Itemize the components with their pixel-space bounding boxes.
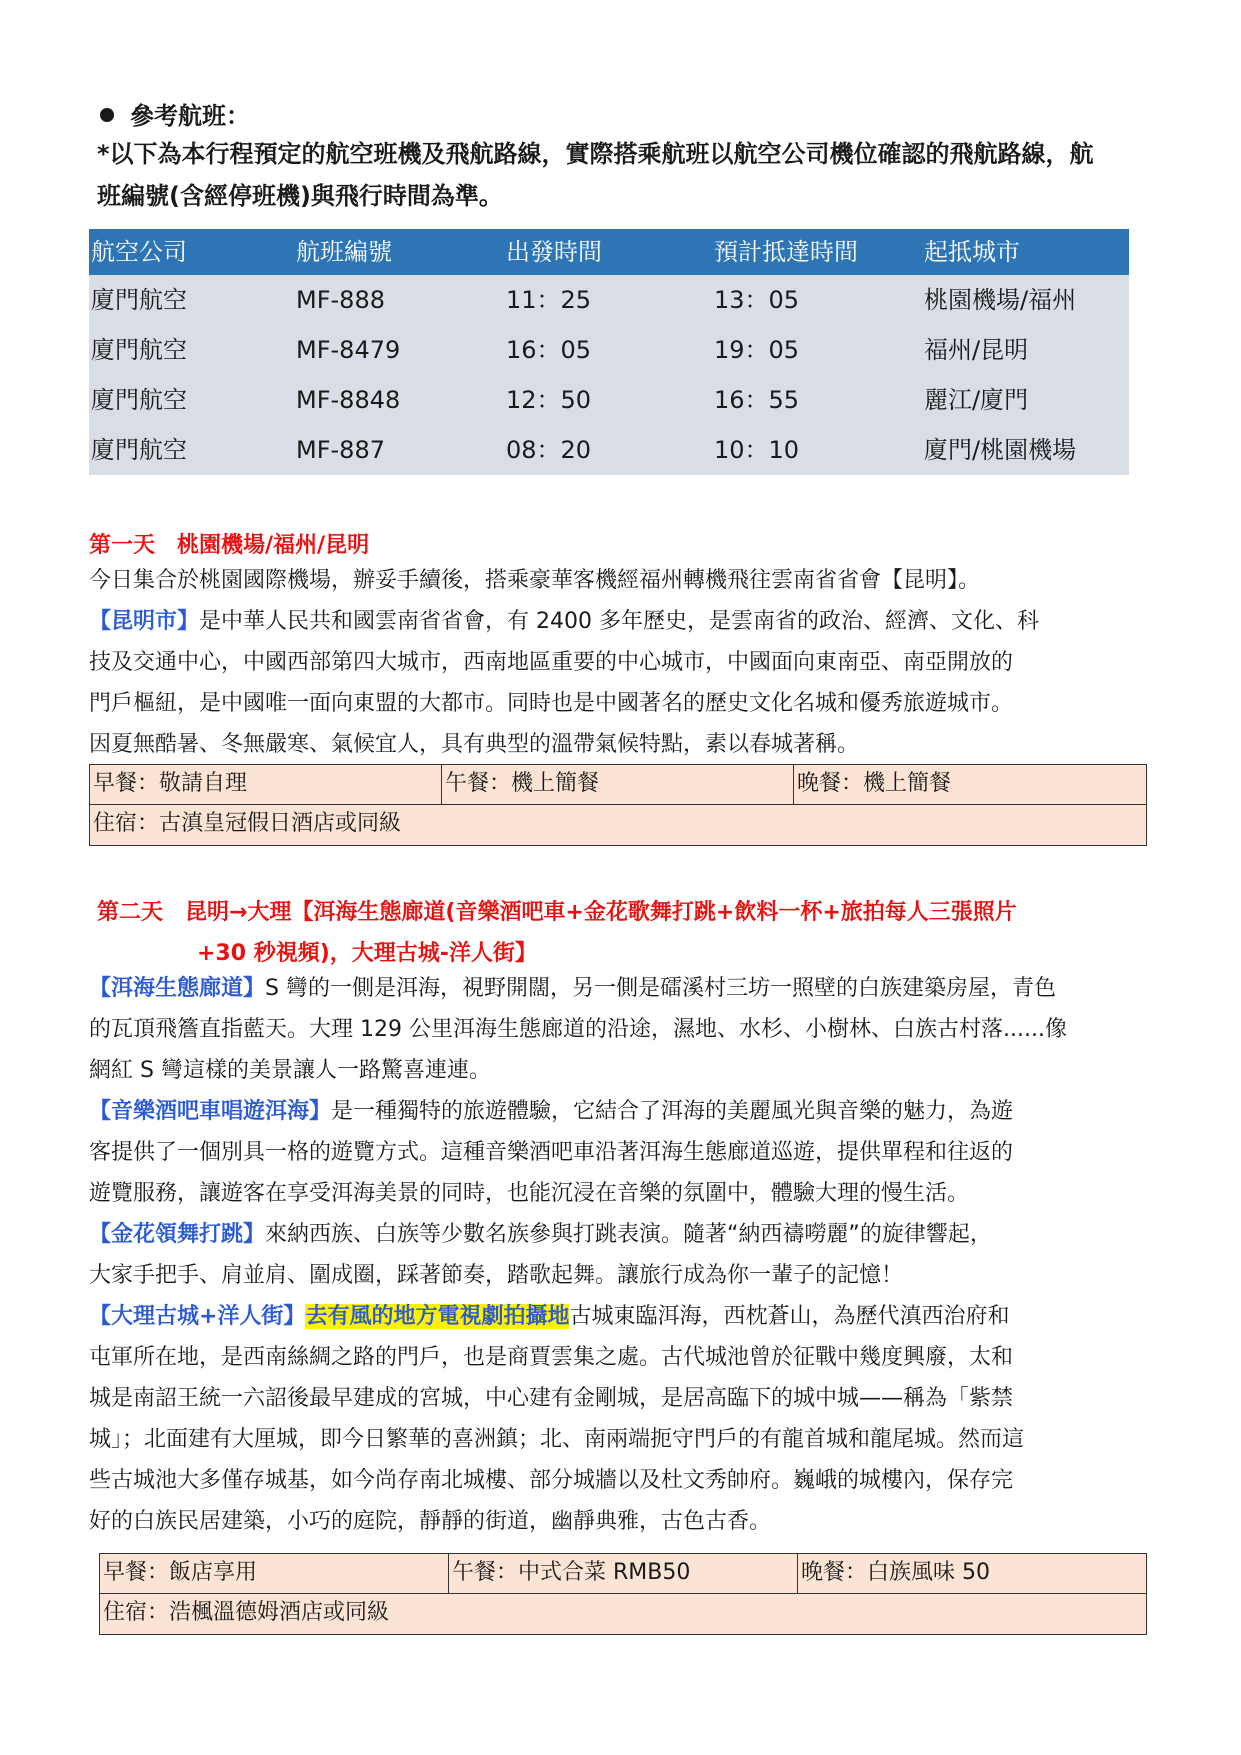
dance-tag: 【金花領舞打跳】 [89, 1222, 266, 1247]
cell-route: 廈門/桃園機場 [924, 436, 1077, 464]
kunming-tag: 【昆明市】 [89, 609, 200, 634]
dinner-cell: 晚餐：機上簡餐 [797, 771, 952, 796]
cell-flight-no: MF-888 [296, 286, 385, 314]
day2-title [97, 892, 1017, 974]
cell-depart: 16：05 [506, 336, 592, 364]
header-flight-no: 航班編號 [296, 238, 392, 266]
header-depart: 出發時間 [506, 238, 602, 266]
cell-depart: 08：20 [506, 436, 592, 464]
bar-paragraph: 【音樂酒吧車唱遊洱海】是一種獨特的旅遊體驗，它結合了洱海的美麗風光與音樂的魅力，為遊 [89, 1099, 1014, 1124]
day1-title: 第一天 桃園機場/福州/昆明 [89, 533, 370, 558]
cell-arrive: 13：05 [714, 286, 800, 314]
breakfast-cell: 早餐：敬請自理 [90, 765, 442, 804]
hotel-row [100, 1594, 1146, 1634]
reference-note-line: 班編號(含經停班機)與飛行時間為準。 [97, 182, 503, 210]
day2-meal-table [99, 1553, 1147, 1635]
flight-table-header [89, 229, 1129, 275]
hotel-cell: 住宿：古滇皇冠假日酒店或同級 [93, 811, 402, 836]
lunch-cell: 午餐：機上簡餐 [442, 765, 794, 804]
erhai-line: 的瓦頂飛簷直指藍天。大理 129 公里洱海生態廊道的沿途，濕地、水杉、小樹林、白族古村落......像 [89, 1017, 1067, 1042]
lunch-cell: 午餐：中式合菜 RMB50 [449, 1554, 798, 1593]
dinner-cell: 晚餐：白族風味 50 [801, 1560, 990, 1585]
cell-arrive: 10：10 [714, 436, 800, 464]
erhai-line: 網紅 S 彎這樣的美景讓人一路驚喜連連。 [89, 1058, 491, 1083]
cell-flight-no: MF-887 [296, 436, 385, 464]
bar-tag: 【音樂酒吧車唱遊洱海】 [89, 1099, 332, 1124]
header-route: 起抵城市 [924, 238, 1020, 266]
erhai-paragraph: 【洱海生態廊道】S 彎的一側是洱海，視野開闊，另一側是礌溪村三坊一照壁的白族建築房屋，青色 [89, 976, 1056, 1001]
bar-line: 客提供了一個別具一格的遊覽方式。這種音樂酒吧車沿著洱海生態廊道巡遊，提供單程和往返的 [89, 1140, 1014, 1165]
day2-body [89, 968, 1149, 1542]
table-row [89, 375, 1129, 425]
cell-arrive: 16：55 [714, 386, 800, 414]
cell-arrive: 19：05 [714, 336, 800, 364]
table-row [89, 425, 1129, 475]
day1-intro: 今日集合於桃園國際機場，辦妥手續後，搭乘豪華客機經福州轉機飛往雲南省省會【昆明】。 [89, 568, 981, 593]
table-row [89, 275, 1129, 325]
hotel-cell: 住宿：浩楓溫德姆酒店或同級 [103, 1600, 390, 1625]
cell-flight-no: MF-8479 [296, 336, 401, 364]
dance-paragraph: 【金花領舞打跳】來納西族、白族等少數名族參與打跳表演。隨著“納西禱嘮麗”的旋律響起， [89, 1222, 992, 1247]
town-paragraph: 【大理古城+洋人街】去有風的地方電視劇拍攝地古城東臨洱海，西枕蒼山，為歷代滇西治府和 [89, 1304, 1010, 1329]
kunming-line: 門戶樞紐，是中國唯一面向東盟的大都市。同時也是中國著名的歷史文化名城和優秀旅遊城市。 [89, 691, 1014, 716]
reference-note-line: *以下為本行程預定的航空班機及飛航路線，實際搭乘航班以航空公司機位確認的飛航路線，航 [97, 140, 1094, 168]
town-line: 好的白族民居建築，小巧的庭院，靜靜的街道，幽靜典雅，古色古香。 [89, 1509, 772, 1534]
town-tag: 【大理古城+洋人街】 [89, 1304, 306, 1329]
cell-airline: 廈門航空 [91, 386, 187, 414]
reference-note [97, 133, 1147, 217]
dance-line: 大家手把手、肩並肩、圍成圈，踩著節奏，踏歌起舞。讓旅行成為你一輩子的記憶！ [89, 1263, 904, 1288]
town-line: 城」；北面建有大厘城，即今日繁華的喜洲鎮；北、南兩端扼守門戶的有龍首城和龍尾城。然而這 [89, 1427, 1025, 1452]
reference-heading: 參考航班： [100, 96, 250, 131]
header-arrive: 預計抵達時間 [714, 238, 858, 266]
table-row [89, 325, 1129, 375]
bar-line: 遊覽服務，讓遊客在享受洱海美景的同時，也能沉浸在音樂的氛圍中，體驗大理的慢生活。 [89, 1181, 970, 1206]
bullet-icon [100, 108, 114, 122]
day2-title-line: 第二天 昆明→大理【洱海生態廊道(音樂酒吧車+金花歌舞打跳+飲料一杯+旅拍每人三張照片 [97, 900, 1017, 925]
cell-flight-no: MF-8848 [296, 386, 401, 414]
breakfast-cell: 早餐：飯店享用 [100, 1554, 449, 1593]
kunming-line: 技及交通中心，中國西部第四大城市，西南地區重要的中心城市，中國面向東南亞、南亞開放的 [89, 650, 1014, 675]
cell-airline: 廈門航空 [91, 436, 187, 464]
cell-depart: 12：50 [506, 386, 592, 414]
flight-table [89, 229, 1129, 475]
meal-row [100, 1554, 1146, 1594]
erhai-tag: 【洱海生態廊道】 [89, 976, 266, 1001]
cell-airline: 廈門航空 [91, 336, 187, 364]
hotel-row [90, 805, 1146, 845]
cell-route: 麗江/廈門 [924, 386, 1029, 414]
cell-route: 桃園機場/福州 [924, 286, 1077, 314]
cell-depart: 11：25 [506, 286, 592, 314]
town-line: 屯軍所在地，是西南絲綢之路的門戶，也是商賈雲集之處。古代城池曾於征戰中幾度興廢，太和 [89, 1345, 1014, 1370]
cell-route: 福州/昆明 [924, 336, 1029, 364]
day1-meal-table [89, 764, 1147, 846]
day2-title-line: +30 秒視頻)，大理古城-洋人街】 [197, 941, 537, 966]
town-line: 城是南詔王統一六詔後最早建成的宮城，中心建有金剛城，是居高臨下的城中城——稱為「紫禁 [89, 1386, 1014, 1411]
header-airline: 航空公司 [91, 238, 187, 266]
kunming-paragraph: 【昆明市】是中華人民共和國雲南省省會，有 2400 多年歷史，是雲南省的政治、經濟、文化、科 [89, 609, 1039, 634]
day1-body [89, 560, 1149, 765]
town-line: 些古城池大多僅存城基，如今尚存南北城樓、部分城牆以及杜文秀帥府。巍峨的城樓內，保存完 [89, 1468, 1014, 1493]
kunming-line: 因夏無酷暑、冬無嚴寒、氣候宜人，具有典型的溫帶氣候特點，素以春城著稱。 [89, 732, 860, 757]
town-highlight: 去有風的地方電視劇拍攝地 [305, 1304, 570, 1329]
cell-airline: 廈門航空 [91, 286, 187, 314]
meal-row [90, 765, 1146, 805]
